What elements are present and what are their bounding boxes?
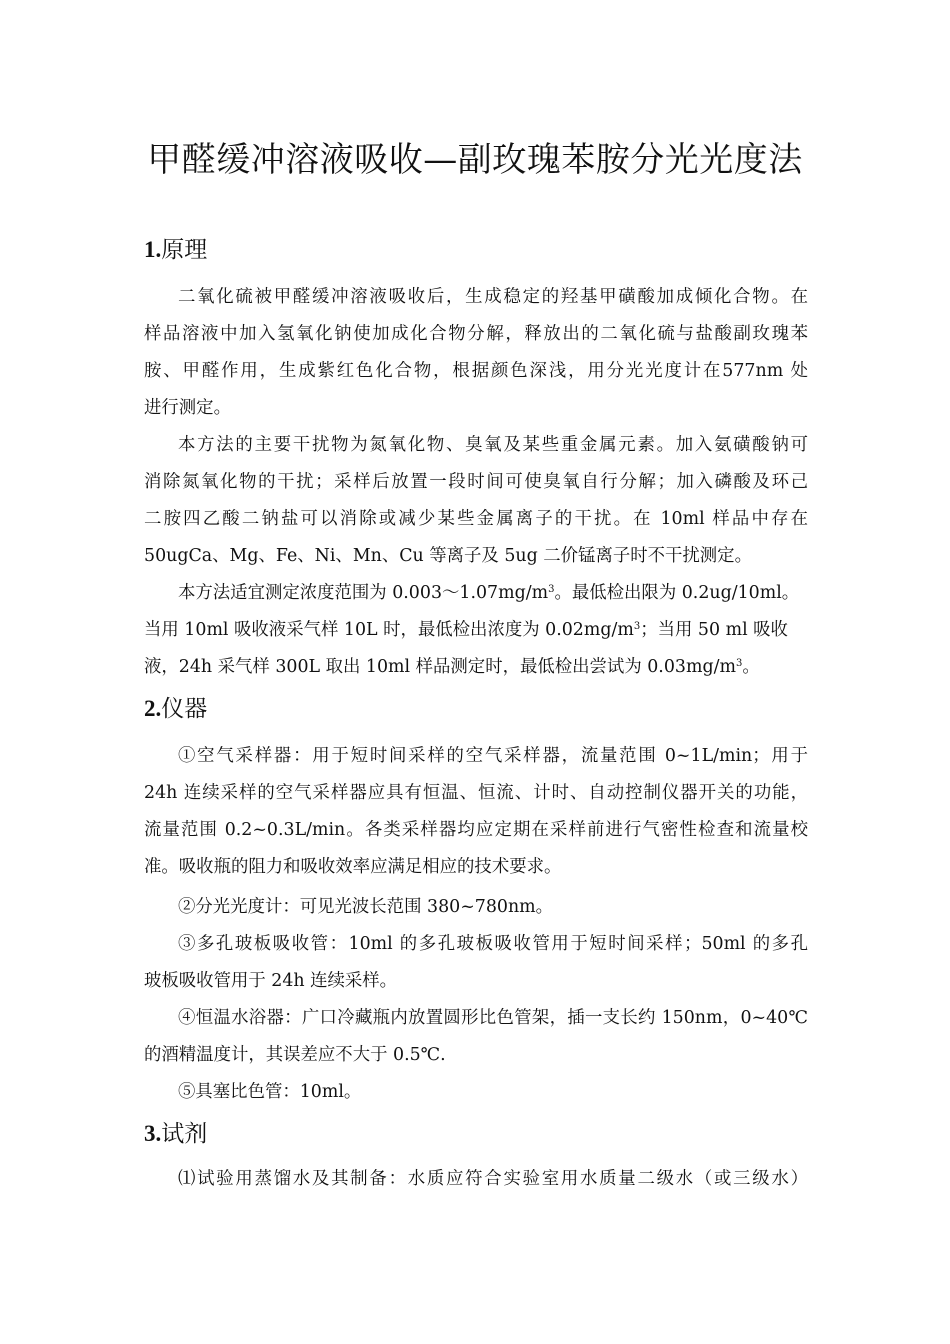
sampling-text-2: ；当用 50 ml 吸收 xyxy=(640,620,788,640)
paragraph-line: ①空气采样器：用于短时间采样的空气采样器，流量范围 0~1L/min；用于 xyxy=(178,746,808,766)
superscript-3: 3 xyxy=(633,621,641,632)
paragraph-line: 二氧化硫被甲醛缓冲溶液吸收后，生成稳定的羟基甲磺酸加成倾化合物。在 xyxy=(178,287,808,307)
paragraph-line: ④恒温水浴器：广口冷藏瓶内放置圆形比色管架，插一支长约 150nm，0~40℃ xyxy=(178,1008,808,1028)
section-number: 3. xyxy=(144,1121,162,1146)
paragraph-line: 消除氮氧化物的干扰；采样后放置一段时间可使臭氧自行分解；加入磷酸及环己 xyxy=(144,472,808,492)
paragraph-line: 进行测定。 xyxy=(144,398,231,418)
paragraph-line: 二胺四乙酸二钠盐可以消除或减少某些金属离子的干扰。在 10ml 样品中存在 xyxy=(144,509,808,529)
paragraph-line-24h xyxy=(144,655,760,679)
sampling-24h-text: 液，24h 采气样 300L 取出 10ml 样品测定时，最低检出尝试为 0.03mg/m xyxy=(144,657,736,677)
paragraph-line: 50ugCa、Mg、Fe、Ni、Mn、Cu 等离子及 5ug 二价锰离子时不干扰测定。 xyxy=(144,546,752,566)
paragraph-line: 玻板吸收管用于 24h 连续采样。 xyxy=(144,971,398,991)
paragraph-line: 24h 连续采样的空气采样器应具有恒温、恒流、计时、自动控制仪器开关的功能， xyxy=(144,783,808,803)
paragraph-line: ⑤具塞比色管：10ml。 xyxy=(178,1082,362,1102)
section-title: 原理 xyxy=(161,237,208,263)
section-title: 仪器 xyxy=(161,696,208,722)
superscript-3: 3 xyxy=(735,658,743,669)
paragraph-line: ②分光光度计：可见光波长范围 380~780nm。 xyxy=(178,897,554,917)
paragraph-line: 的酒精温度计，其误差应不大于 0.5℃. xyxy=(144,1045,446,1065)
section-heading-reagents xyxy=(144,1119,207,1149)
period: 。 xyxy=(742,657,760,677)
section-title: 试剂 xyxy=(161,1121,208,1147)
section-heading-instruments xyxy=(144,694,207,724)
section-number: 1. xyxy=(144,237,162,262)
section-number: 2. xyxy=(144,696,162,721)
paragraph-line-range xyxy=(178,581,799,605)
detection-limit-text: 。最低检出限为 0.2ug/10ml。 xyxy=(554,583,800,603)
sampling-text: 当用 10ml 吸收液采气样 10L 时，最低检出浓度为 0.02mg/m xyxy=(144,620,634,640)
paragraph-line-sampling xyxy=(144,618,788,642)
paragraph-line: 本方法的主要干扰物为氮氧化物、臭氧及某些重金属元素。加入氨磺酸钠可 xyxy=(178,435,808,455)
paragraph-line: 胺、甲醛作用，生成紫红色化合物，根据颜色深浅，用分光光度计在577nm 处 xyxy=(144,361,808,381)
superscript-3: 3 xyxy=(548,584,555,595)
paragraph-line: ③多孔玻板吸收管：10ml 的多孔玻板吸收管用于短时间采样；50ml 的多孔 xyxy=(178,934,808,954)
paragraph-line: ⑴试验用蒸馏水及其制备：水质应符合实验室用水质量二级水（或三级水） xyxy=(178,1169,808,1189)
page-title: 甲醛缓冲溶液吸收—副玫瑰苯胺分光光度法 xyxy=(147,140,803,180)
paragraph-line: 样品溶液中加入氢氧化钠使加成化合物分解，释放出的二氧化硫与盐酸副玫瑰苯 xyxy=(144,324,808,344)
paragraph-line: 准。吸收瓶的阻力和吸收效率应满足相应的技术要求。 xyxy=(144,857,562,877)
paragraph-line: 流量范围 0.2~0.3L/min。各类采样器均应定期在采样前进行气密性检查和流量校 xyxy=(144,820,808,840)
section-heading-principle xyxy=(144,235,207,265)
range-text: 本方法适宜测定浓度范围为 0.003～1.07mg/m xyxy=(178,583,549,603)
